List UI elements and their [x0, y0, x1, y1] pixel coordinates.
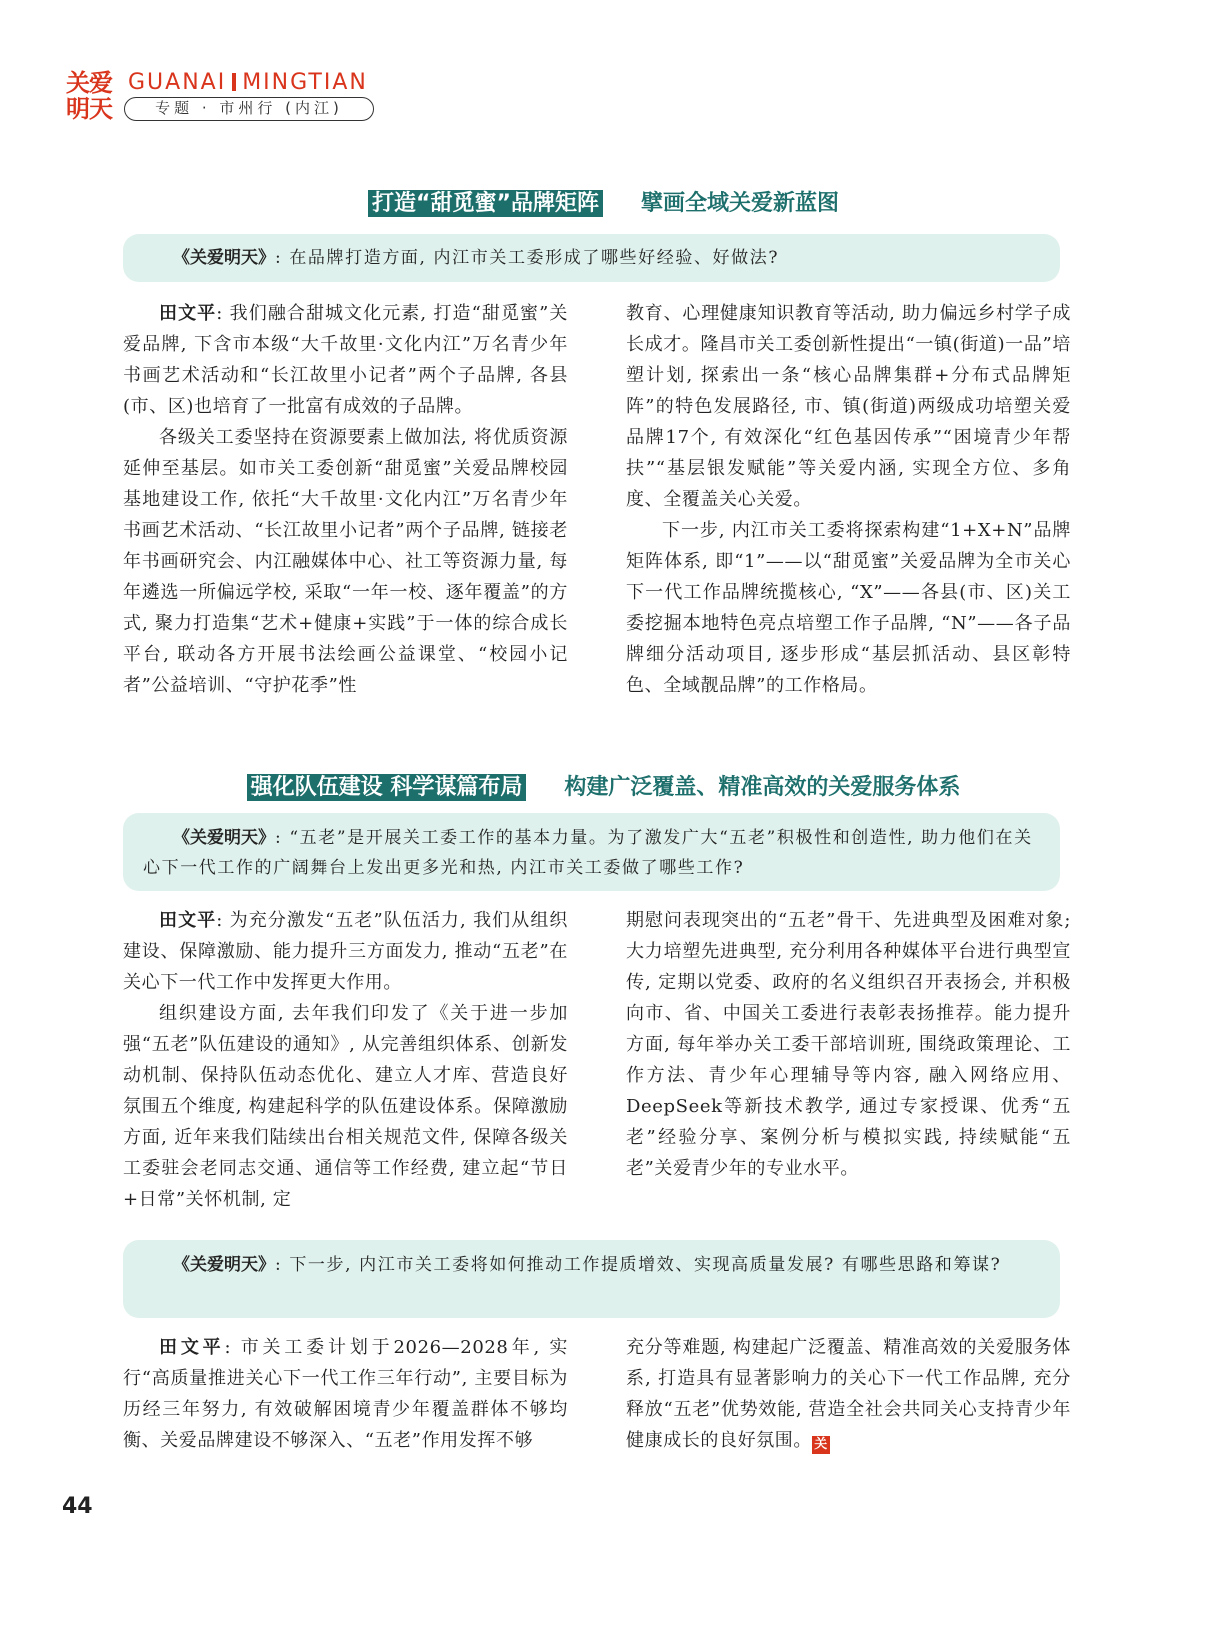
question-magazine-name: 《关爱明天》: [173, 828, 275, 848]
paragraph: [123, 905, 568, 998]
paragraph: [123, 1332, 568, 1456]
section3-right-column: [626, 1332, 1071, 1456]
section2-heading-rest: 构建广泛覆盖、精准高效的关爱服务体系: [564, 775, 961, 800]
question-text: : 下一步, 内江市关工委将如何推动工作提质增效、实现高质量发展? 有哪些思路和筹谋?: [275, 1255, 1002, 1275]
section3-question: [123, 1240, 1060, 1318]
section1-heading-rest: 擘画全域关爱新蓝图: [640, 191, 839, 216]
end-mark-icon: 关: [812, 1436, 830, 1454]
paragraph: 教育、心理健康知识教育等活动, 助力偏远乡村学子成长成才。隆昌市关工委创新性提出“一镇(街道)一品”培塑计划, 探索出一条“核心品牌集群+分布式品牌矩阵”的特色发展路径, 市、镇(街道)两级成功培塑关爱品牌17个, 有效深化“红色基因传承”“困境青少年帮扶”“基层银发赋能”等关爱内涵, 实现全方位、多角度、全覆盖关心关爱。: [626, 303, 1071, 510]
question-text: : “五老”是开展关工委工作的基本力量。为了激发广大“五老”积极性和创造性, 助力他们在关心下一代工作的广阔舞台上发出更多光和热, 内江市关工委做了哪些工作?: [143, 828, 1033, 878]
paragraph-text: : 我们融合甜城文化元素, 打造“甜觅蜜”关爱品牌, 下含市本级“大千故里·文化内江”万名青少年书画艺术活动和“长江故里小记者”两个子品牌, 各县(市、区)也培育了一批富有成效的子品牌。: [123, 303, 568, 417]
paragraph-text: : 为充分激发“五老”队伍活力, 我们从组织建设、保障激励、能力提升三方面发力, 推动“五老”在关心下一代工作中发挥更大作用。: [123, 910, 568, 993]
section3-left-column: [123, 1332, 568, 1456]
paragraph: 下一步, 内江市关工委将探索构建“1+X+N”品牌矩阵体系, 即“1”——以“甜觅蜜”关爱品牌为全市关心下一代工作品牌统揽核心, “X”——各县(市、区)关工委挖掘本地特色亮点培塑工作子品牌, “N”——各子品牌细分活动项目, 逐步形成“基层抓活动、县区彰特色、全域靓品牌”的工作格局。: [626, 520, 1071, 696]
section2-question: [123, 813, 1060, 891]
paragraph-text: 充分等难题, 构建起广泛覆盖、精准高效的关爱服务体系, 打造具有显著影响力的关心下一代工作品牌, 充分释放“五老”优势效能, 营造全社会共同关心支持青少年健康成长的良好氛围。: [626, 1337, 1071, 1451]
speaker-name: 田文平: [159, 303, 217, 324]
question-magazine-name: 《关爱明天》: [173, 248, 275, 268]
section1-heading-highlight: 打造“甜觅蜜”品牌矩阵: [368, 190, 603, 217]
section-label: 专题 · 市州行 (内江): [124, 97, 374, 121]
section2-heading: [0, 770, 1207, 801]
magazine-logo: [66, 70, 118, 122]
section2-heading-highlight: 强化队伍建设 科学谋篇布局: [247, 774, 527, 801]
brand-separator: [232, 73, 236, 91]
section2-left-column: [123, 905, 568, 1215]
page-number: 44: [62, 1494, 93, 1519]
section1-left-column: [123, 298, 568, 701]
paragraph: [626, 1332, 1071, 1456]
speaker-name: 田文平: [159, 1337, 225, 1358]
paragraph: 期慰问表现突出的“五老”骨干、先进典型及困难对象; 大力培塑先进典型, 充分利用各种媒体平台进行典型宣传, 定期以党委、政府的名义组织召开表扬会, 并积极向市、省、中国关工委进行表彰表扬推荐。能力提升方面, 每年举办关工委干部培训班, 围绕政策理论、工作方法、青少年心理辅导等内容, 融入网络应用、DeepSeek等新技术教学, 通过专家授课、优秀“五老”经验分享、案例分析与模拟实践, 持续赋能“五老”关爱青少年的专业水平。: [626, 910, 1071, 1179]
question-magazine-name: 《关爱明天》: [173, 1255, 275, 1275]
section1-question: [123, 234, 1060, 282]
section1-heading: [0, 186, 1207, 217]
brand-left: GUANAI: [128, 70, 227, 95]
logo-line-1: 关爱: [66, 69, 112, 97]
section2-right-column: [626, 905, 1071, 1184]
speaker-name: 田文平: [159, 910, 217, 931]
question-text: : 在品牌打造方面, 内江市关工委形成了哪些好经验、好做法?: [275, 248, 780, 268]
paragraph: 各级关工委坚持在资源要素上做加法, 将优质资源延伸至基层。如市关工委创新“甜觅蜜”关爱品牌校园基地建设工作, 依托“大千故里·文化内江”万名青少年书画艺术活动、“长江故里小记者”两个子品牌, 链接老年书画研究会、内江融媒体中心、社工等资源力量, 每年遴选一所偏远学校, 采取“一年一校、逐年覆盖”的方式, 聚力打造集“艺术+健康+实践”于一体的综合成长平台, 联动各方开展书法绘画公益课堂、“校园小记者”公益培训、“守护花季”性: [123, 427, 568, 696]
logo-line-2: 明天: [66, 95, 112, 123]
paragraph: 组织建设方面, 去年我们印发了《关于进一步加强“五老”队伍建设的通知》, 从完善组织体系、创新发动机制、保持队伍动态优化、建立人才库、营造良好氛围五个维度, 构建起科学的队伍建设体系。保障激励方面, 近年来我们陆续出台相关规范文件, 保障各级关工委驻会老同志交通、通信等工作经费, 建立起“节日+日常”关怀机制, 定: [123, 1003, 568, 1210]
section1-right-column: [626, 298, 1071, 701]
paragraph: [123, 298, 568, 422]
brand-title: [128, 70, 368, 95]
brand-right: MINGTIAN: [242, 70, 368, 95]
paragraph-text: : 市关工委计划于2026—2028年, 实行“高质量推进关心下一代工作三年行动”, 主要目标为历经三年努力, 有效破解困境青少年覆盖群体不够均衡、关爱品牌建设不够深入、“五老”作用发挥不够: [123, 1337, 568, 1451]
